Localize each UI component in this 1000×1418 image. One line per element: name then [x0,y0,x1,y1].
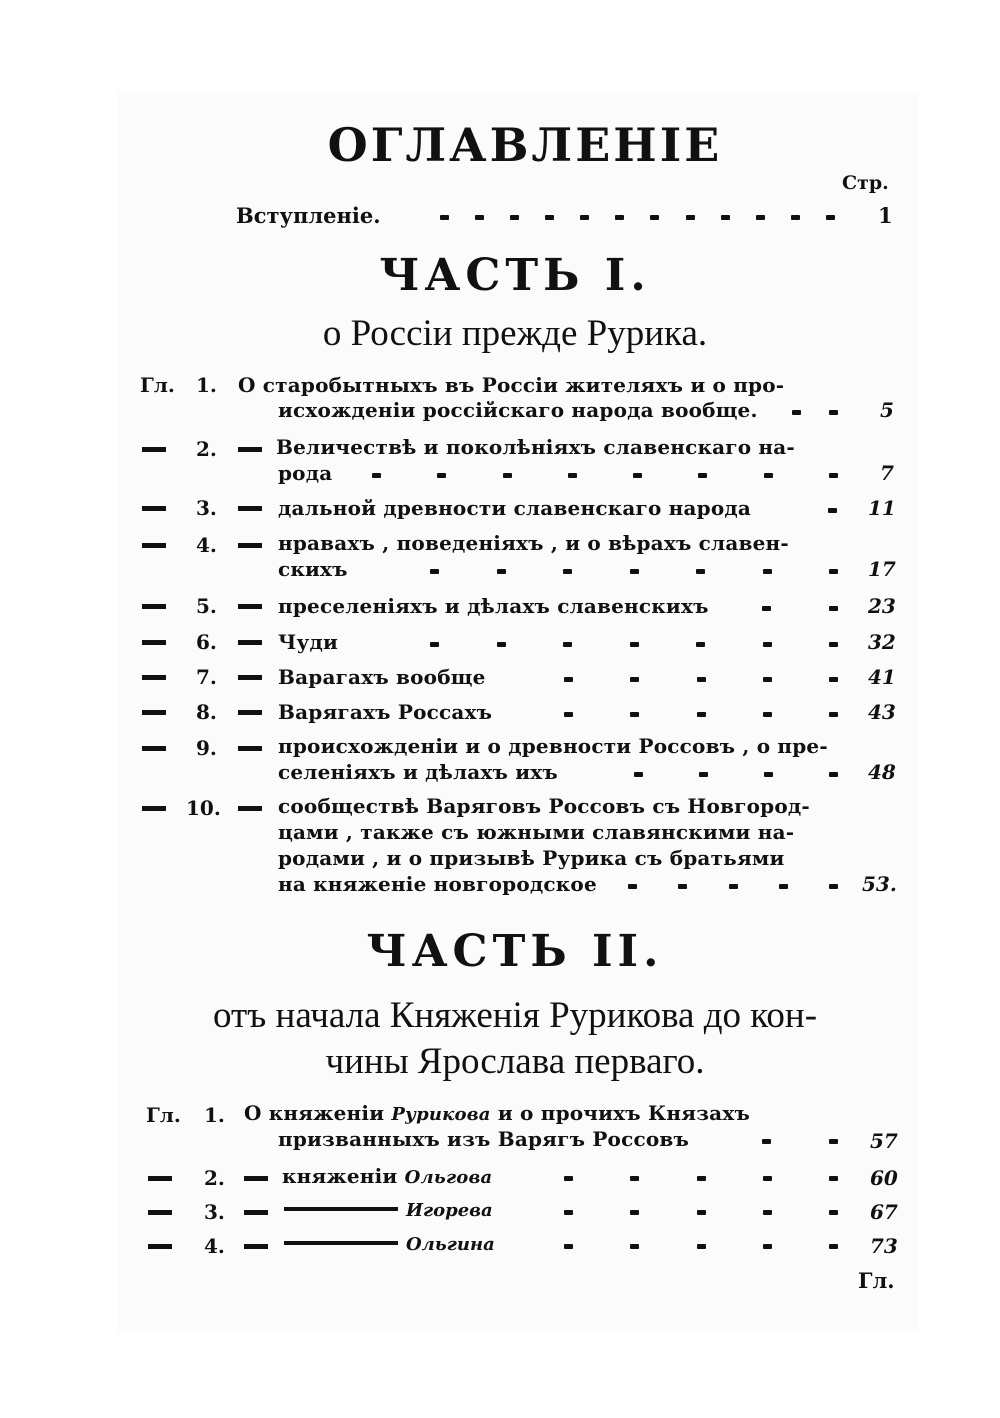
leader-dots [628,884,838,889]
ditto-dash [238,543,262,548]
page-column-header: Стр. [842,172,889,194]
chapter-title-line: цами , также съ южными славянскими на- [278,820,795,844]
ditto-dash [142,506,166,511]
chapter-title-line: нравахъ , поведеніяхъ , и о вѣрахъ славен- [278,531,789,555]
ditto-dash [142,543,166,548]
prince-name: Ольгова [404,1167,493,1188]
chapter-title-line: исхожденіи россійскаго народа вообще. [278,398,758,422]
chapter-title-line: селеніяхъ и дѣлахъ ихъ [278,760,558,784]
chapter-title-line: преселеніяхъ и дѣлахъ славенскихъ [278,594,709,618]
prince-name: Игорева [406,1200,493,1221]
chapter-title-line: О старобытныхъ въ Россіи жителяхъ и о про- [238,373,785,397]
chapter-number: 9. [196,736,217,760]
chapter-title-text: О княженіи [244,1101,385,1125]
ditto-dash [238,640,262,645]
chapter-title-line [282,1164,492,1188]
leader-dots [564,1244,838,1249]
chapter-page: 67 [870,1200,898,1224]
chapter-page: 43 [868,700,896,724]
toc-title: ОГЛАВЛЕНІЕ [327,118,723,172]
chapter-number: 1. [196,373,217,397]
leader-dots [634,772,838,777]
ditto-dash [148,1210,172,1215]
chapter-page: 53. [862,872,897,896]
leader-dots [828,508,838,513]
chapter-title-text: княженіи [282,1164,398,1188]
intro-page: 1 [878,203,893,228]
prince-name: Рурикова [391,1104,491,1125]
part1-title: ЧАСТЬ I. [379,250,651,301]
ditto-dash [142,640,166,645]
ditto-rule [284,1241,398,1245]
leader-dots [792,410,838,415]
chapter-title-line: происхожденіи и о древности Россовъ , о пре- [278,734,828,758]
leader-dots [440,215,835,220]
chapter-number: 2. [196,437,217,461]
ditto-dash [142,604,166,609]
leader-dots [564,677,838,682]
prince-name: Ольгина [406,1234,495,1255]
leader-dots [762,1139,838,1144]
chapter-number: 4. [204,1234,225,1258]
ditto-dash [142,675,166,680]
part2-subtitle-line: отъ начала Княженія Рурикова до кон- [212,995,818,1036]
part2-title: ЧАСТЬ II. [366,926,664,977]
leader-dots [564,1210,838,1215]
chapter-page: 32 [868,630,896,654]
ditto-dash [142,746,166,751]
chapter-page: 11 [868,496,896,520]
chapter-title-line: скихъ [278,557,348,581]
chapter-number: 5. [196,594,217,618]
chapter-number: 7. [196,665,217,689]
chapter-title-line [244,1101,750,1125]
chapter-page: 73 [870,1234,898,1258]
leader-dots [430,569,838,574]
chapter-title-line: Чуди [278,630,339,654]
chapter-page: 5 [880,398,894,422]
ditto-dash [244,1176,268,1181]
ditto-dash [142,710,166,715]
ditto-dash [148,1176,172,1181]
chapter-title-line: Варягахъ Россахъ [278,700,493,724]
chapter-page: 23 [868,594,896,618]
chapter-title-line: Величествѣ и поколѣніяхъ славенскаго на- [276,435,795,459]
ditto-dash [244,1210,268,1215]
chapter-number: 3. [196,496,217,520]
leader-dots [564,1176,838,1181]
chapter-number: 4. [196,533,217,557]
ditto-dash [238,604,262,609]
chapter-page: 57 [870,1129,898,1153]
chapter-title-line: родами , и о призывѣ Рурика съ братьями [278,846,785,870]
chapter-page: 60 [870,1166,898,1190]
chapter-page: 41 [868,665,896,689]
chapter-number: 10. [186,796,221,820]
chapter-title-line: на княженіе новгородское [278,872,597,896]
catchword: Гл. [858,1268,895,1293]
ditto-rule [284,1207,398,1211]
ditto-dash [238,806,262,811]
ditto-dash [142,806,166,811]
chapter-label: Гл. [140,373,175,397]
chapter-title-line: сообществѣ Варяговъ Россовъ съ Новгород- [278,794,810,818]
chapter-number: 8. [196,700,217,724]
intro-label: Вступленіе. [236,203,381,228]
ditto-dash [238,710,262,715]
chapter-title-line: дальной древности славенскаго народа [278,496,752,520]
chapter-title-line: Варагахъ вообще [278,665,486,689]
ditto-dash [238,506,262,511]
leader-dots [430,642,838,647]
chapter-page: 48 [868,760,896,784]
leader-dots [564,712,838,717]
ditto-dash [238,447,262,452]
chapter-page: 17 [868,557,896,581]
chapter-title-text: и о прочихъ Князахъ [497,1101,750,1125]
chapter-number: 1. [204,1103,225,1127]
chapter-page: 7 [880,461,894,485]
chapter-number: 6. [196,630,217,654]
part1-subtitle: о Россіи прежде Рурика. [322,313,708,354]
chapter-title-line: рода [278,461,333,485]
ditto-dash [238,746,262,751]
chapter-title-line: призванныхъ изъ Варягъ Россовъ [278,1127,690,1151]
leader-dots [372,473,838,478]
ditto-dash [244,1244,268,1249]
ditto-dash [142,447,166,452]
ditto-dash [148,1244,172,1249]
part2-subtitle-line: чины Ярослава перваго. [325,1041,705,1082]
leader-dots [762,606,838,611]
ditto-dash [238,675,262,680]
chapter-number: 3. [204,1200,225,1224]
chapter-label: Гл. [146,1103,181,1127]
chapter-number: 2. [204,1166,225,1190]
